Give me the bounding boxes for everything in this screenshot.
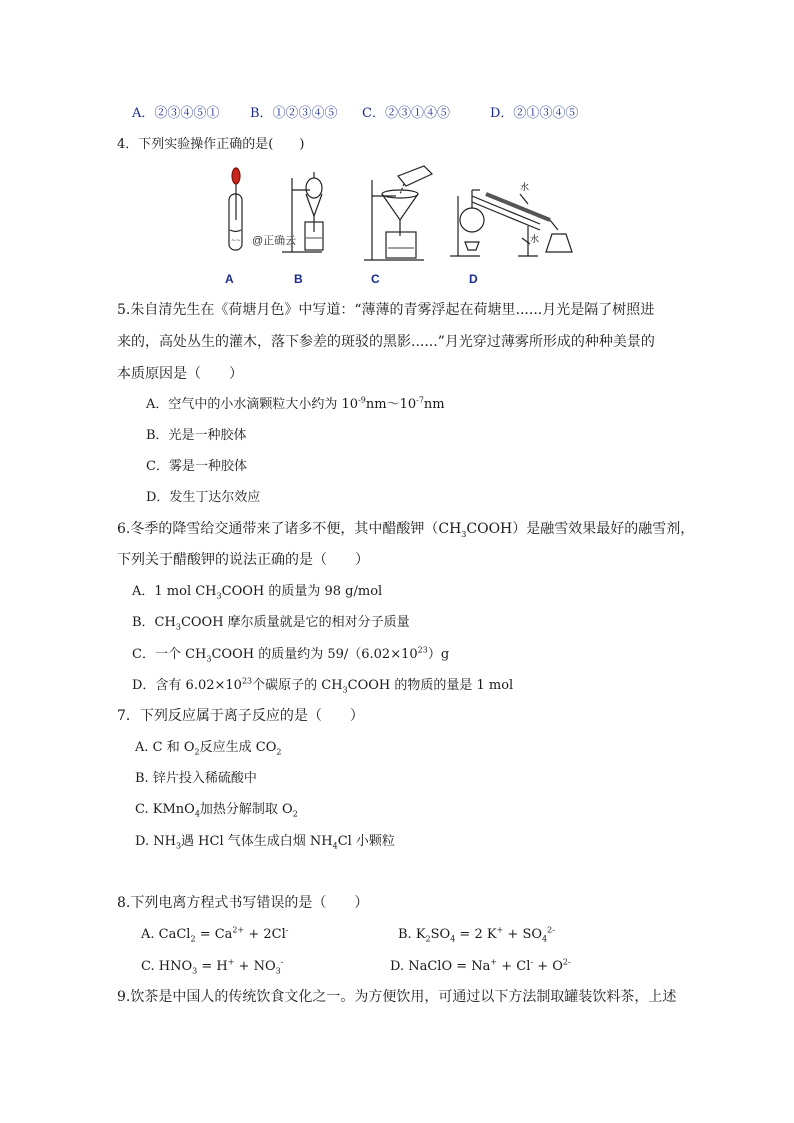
watermark-text: @正确云 [252,235,297,247]
q6-line-1: 6.冬季的降雪给交通带来了诸多不便，其中醋酸钾$(CH_3COOH)$是融雪效果最好的融雪剂， [117,521,695,539]
q7-stem: 7．下列反应属于离子反应的是（ ） [117,708,364,724]
q5-option-b: B．光是一种胶体 [146,428,247,443]
q3-choice-d: D．②①③④⑤ [490,106,579,121]
apparatus-label-b: B [294,272,303,286]
q5-line-3: 本质原因是（ ） [117,366,243,382]
q6-option-d: D．含有 $6.02\times 10^{23}$个碳原子的 $CH_3COOH$ 的物质的量是 1 mol [132,676,514,695]
q6-option-a: A．1 mol $CH_3COOH$ 的质量为 98 g/mol [132,584,383,601]
q4-apparatus-figure [210,160,590,290]
q8-option-a: A. CaCl$_2$ = $Ca^{2+} + 2Cl^-$ [141,925,289,944]
q7-option-b: B. 锌片投入稀硫酸中 [135,771,257,786]
q3-choice-a: A．②③④⑤① [132,106,220,121]
water-in-label: 水 [520,183,530,193]
q3-choice-c: C．②③①④⑤ [362,106,450,121]
water-out-label: 水 [530,235,540,245]
q7-option-c: C. KMnO$_4$加热分解制取 $O_2$ [135,802,298,819]
q6-option-c: C．一个 $CH_3COOH$ 的质量约为 $59/(6.02\times 10^{23})g$ [132,645,450,664]
q8-option-d: D. NaClO = $Na^+ + Cl^- + O^{2-}$ [390,957,571,974]
q5-line-1: 5.朱自清先生在《荷塘月色》中写道：“薄薄的青雾浮起在荷塘里......月光是隔了树照进 [117,302,655,318]
q8-stem: 8.下列电离方程式书写错误的是（ ） [117,895,369,911]
q8-option-b: B. $K_2SO_4 = 2$ $K^+ + SO_4^{2-}$ [398,925,555,944]
apparatus-c-filtration [364,166,432,260]
q5-option-a: A．空气中的小水滴颗粒大小约为 $10^{-9}nm\sim 10^{-7}nm$ [146,395,445,412]
q4-stem: 4．下列实验操作正确的是( ) [117,137,305,152]
q3-choices [132,106,578,122]
svg-text:~~: ~~ [231,237,242,244]
q8-option-c: C. $HNO_3 = H^+ + NO_3^-$ [141,957,284,976]
q5-option-c: C．雾是一种胶体 [146,459,247,474]
apparatus-drawing [210,160,590,290]
q3-choice-b: B．①②③④⑤ [250,106,338,121]
apparatus-d-distillation [450,190,572,256]
q5-option-d: D．发生丁达尔效应 [146,490,261,505]
apparatus-label-a: A [225,272,234,286]
q7-option-d: D. $NH_3$遇 HCl 气体生成白烟 $NH_4Cl$ 小颗粒 [135,834,395,851]
apparatus-a-dropper [229,168,242,250]
q9-line-1: 9.饮茶是中国人的传统饮食文化之一。为方便饮用，可通过以下方法制取罐装饮料茶，上述 [117,989,677,1005]
apparatus-label-c: C [371,272,380,286]
q5-line-2: 来的，高处丛生的灌木，落下参差的斑驳的黑影......”月光穿过薄雾所形成的种种美景的 [117,334,655,350]
q6-line-2: 下列关于醋酸钾的说法正确的是（ ） [117,552,369,568]
apparatus-label-d: D [469,272,478,286]
q7-option-a: A. C 和 $O_2$反应生成 $CO_2$ [135,740,282,757]
q6-option-b: B．$CH_3COOH$ 摩尔质量就是它的相对分子质量 [132,615,410,632]
